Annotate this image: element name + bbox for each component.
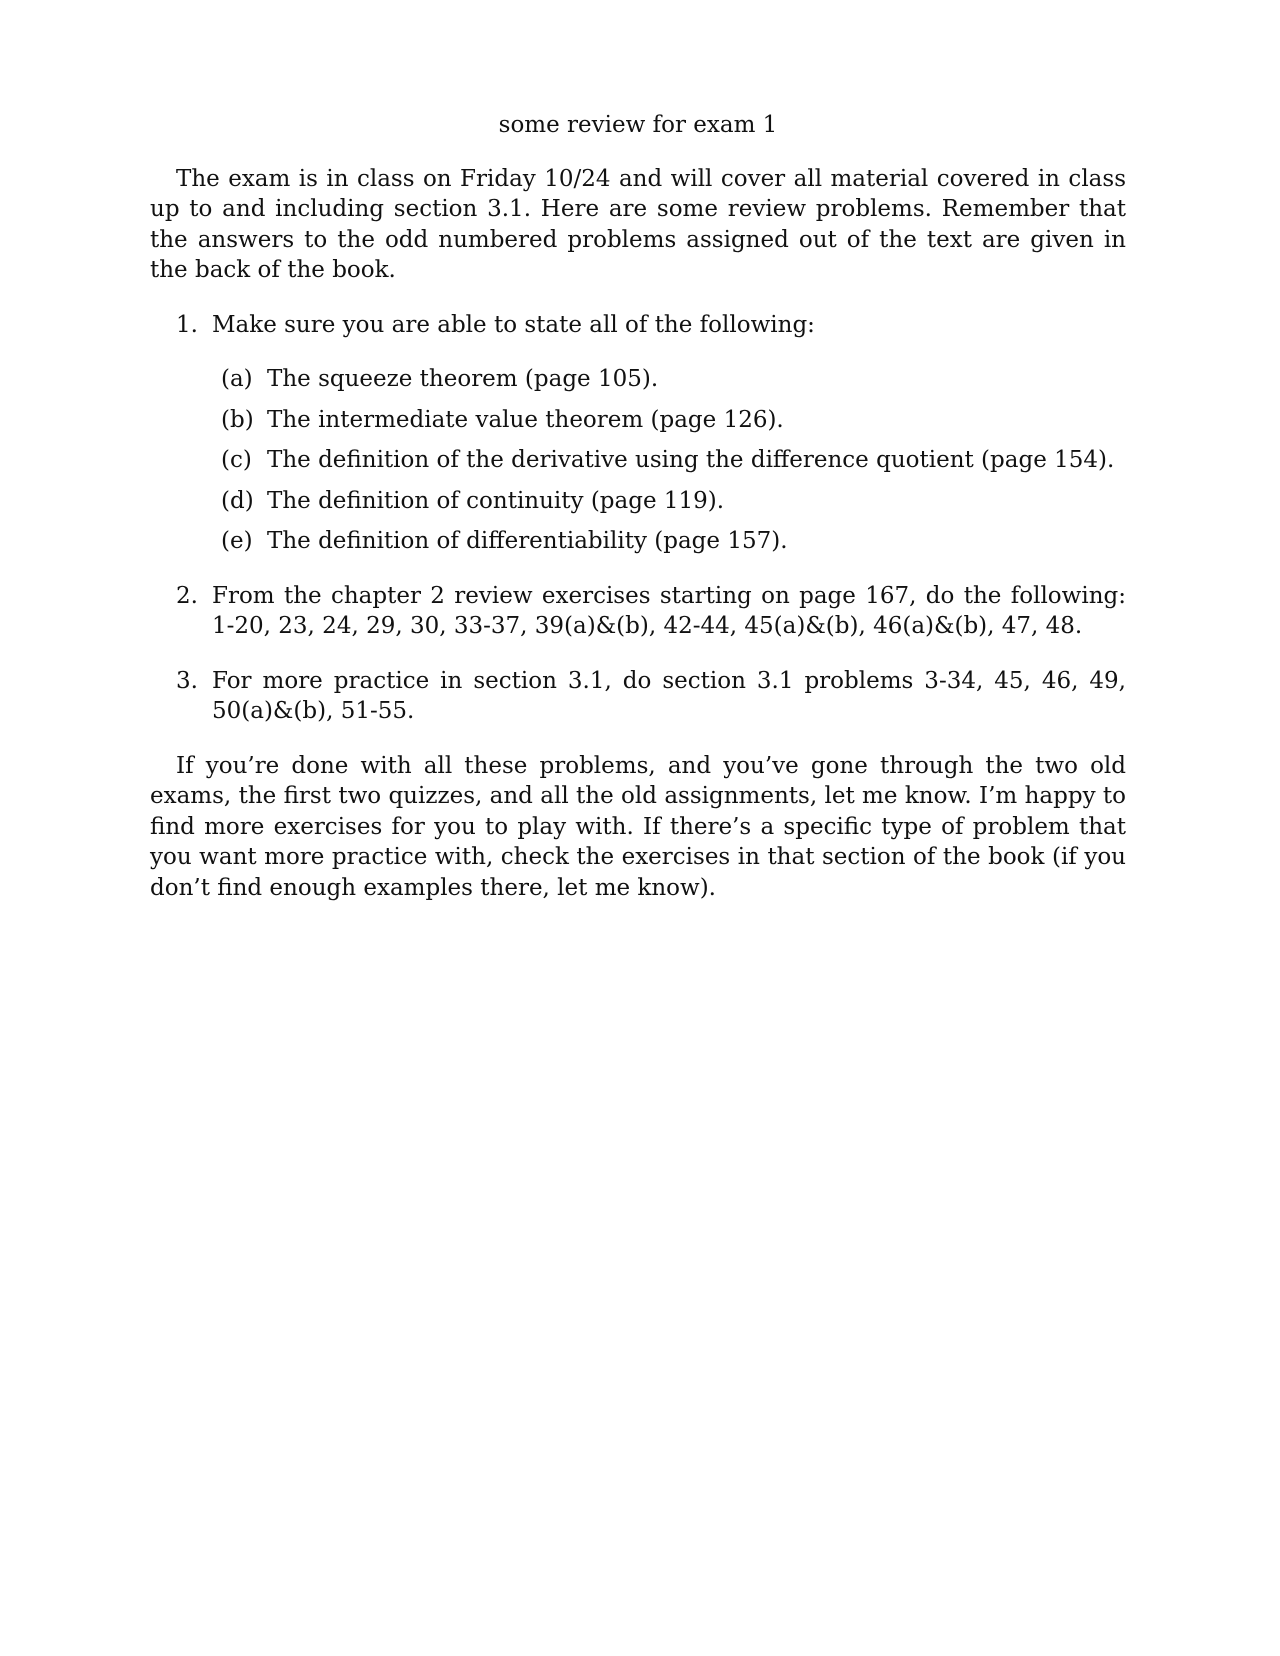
item-text: For more practice in section 3.1, do section 3.1 problems 3-34, 45, 46, 49, 50(a)&(b), 51-55.: [212, 667, 1126, 724]
sub-list-item: [212, 405, 1126, 436]
list-item: [150, 666, 1126, 727]
sub-item-text: The intermediate value theorem (page 126).: [267, 406, 784, 433]
sub-item-label: (e): [221, 528, 253, 554]
item-number: 3.: [176, 667, 198, 694]
sub-item-text: The definition of the derivative using the difference quotient (page 154).: [267, 447, 1115, 473]
list-item: [150, 310, 1126, 557]
sub-item-text: The squeeze theorem (page 105).: [267, 366, 659, 392]
sub-item-text: The definition of differentiability (page 157).: [267, 528, 788, 554]
sub-list-item: [212, 445, 1126, 476]
sub-list: [212, 364, 1126, 557]
sub-list-item: [212, 364, 1126, 395]
item-number: 1.: [176, 311, 198, 338]
sub-item-label: (b): [221, 406, 254, 433]
item-number: 2.: [176, 582, 198, 609]
review-list: [150, 310, 1126, 727]
sub-item-label: (a): [221, 366, 253, 392]
list-item: [150, 581, 1126, 642]
document-page: [150, 110, 1126, 927]
item-text: Make sure you are able to state all of the following:: [212, 311, 815, 338]
item-text: From the chapter 2 review exercises starting on page 167, do the following: 1-20, 23, 24, 29, 30, 33-37, 39(a)&(b), 42-44, 45(a)&(b), 46(a)&(b), 47, 48.: [212, 582, 1126, 639]
sub-item-label: (c): [221, 447, 252, 473]
closing-paragraph: If you’re done with all these problems, and you’ve gone through the two old exams, the first two quizzes, and all the old assignments, let me know. I’m happy to find more exercises for you to play with. If there’s a specific type of problem that you want more practice with, check the exercises in that section of the book (if you don’t find enough examples there, let me know).: [150, 752, 1126, 901]
document-title: some review for exam 1: [498, 112, 778, 138]
sub-list-item: [212, 486, 1126, 517]
sub-list-item: [212, 526, 1126, 557]
intro-paragraph: The exam is in class on Friday 10/24 and will cover all material covered in class up to and including section 3.1. Here are some review problems. Remember that the answers to the odd numbered problems assigned out of the text are given in the back of the book.: [150, 165, 1126, 283]
sub-item-label: (d): [221, 487, 254, 514]
sub-item-text: The definition of continuity (page 119).: [267, 487, 725, 514]
